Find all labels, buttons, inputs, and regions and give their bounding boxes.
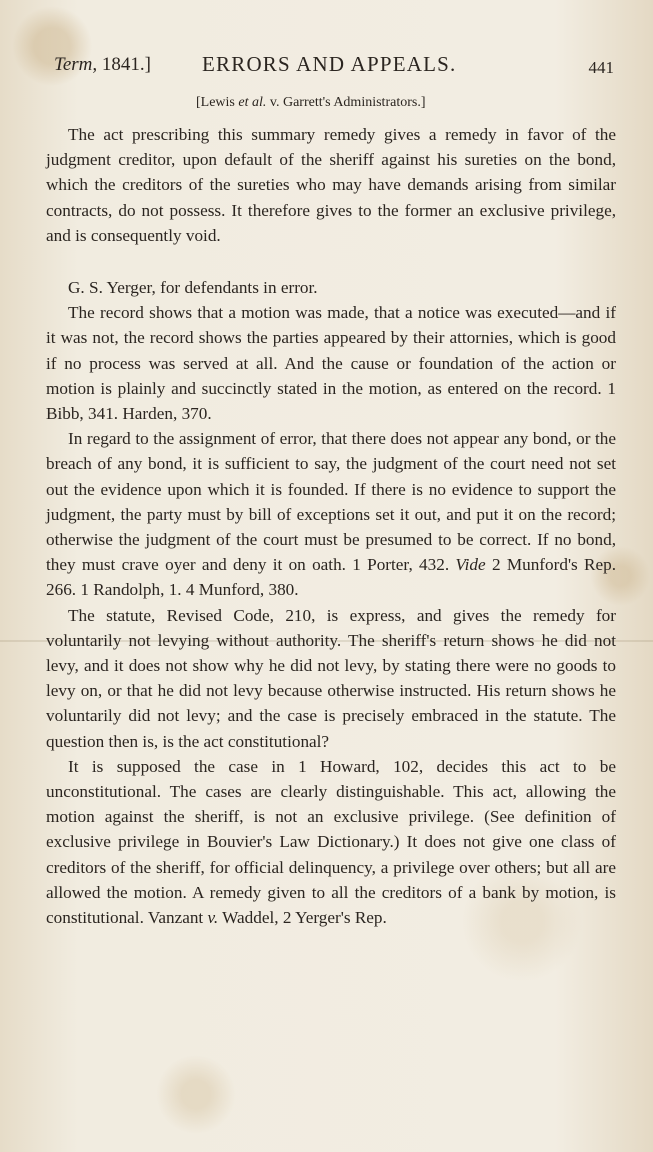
- header-term-word: Term,: [54, 54, 98, 75]
- running-header: [54, 52, 614, 82]
- header-title: ERRORS AND APPEALS.: [202, 52, 457, 76]
- paragraph-5: The statute, Revised Code, 210, is express, and gives the remedy for voluntarily not levying without authority. The sheriff's return shows he did not levy, and it does not show why he did not levy, by stating there were no goods to levy on, or that he did not levy because otherwise instructed. His return shows he voluntarily did not levy; and the case is precisely embraced in the statute. The question then is, is the act constitutional?: [46, 605, 616, 751]
- header-term: [54, 54, 151, 76]
- case-ref-v: v.: [266, 95, 283, 110]
- header-year: 1841.]: [101, 54, 151, 75]
- paragraph-4: [46, 426, 616, 602]
- paragraph-4-vide: Vide: [455, 555, 486, 575]
- paragraph-6: [46, 754, 616, 930]
- body-text: [46, 122, 616, 930]
- paragraph-counsel: G. S. Yerger, for defendants in error.: [68, 278, 318, 298]
- paragraph-4-part-b: 2 Munford's Rep. 266. 1 Randolph, 1. 4 Munford, 380.: [46, 555, 617, 600]
- paragraph-6-part-a: It is supposed the case in 1 Howard, 102, decides this act to be unconstitutional. The cases are clearly distinguishable. This act, allowing the motion against the sheriff, is not an exclusive privilege. (See definition of exclusive privilege in Bouvier's Law Dictionary.) It does not give one class of creditors of the sheriff, for official delinquency, a privilege over others; but all are allowed the motion. A remedy given to all the creditors of a bank by motion, is constitutional. Vanzant: [46, 756, 616, 928]
- paragraph-6-part-b: Waddel, 2 Yerger's Rep.: [218, 908, 387, 928]
- paragraph-3: The record shows that a motion was made, that a notice was executed—and if it was not, the record shows the parties appeared by their attornies, which is good if no process was served at all. And the cause or foundation of the action or motion is plainly and succinctly stated in the motion, as entered on the record. 1 Bibb, 341. Harden, 370.: [46, 303, 616, 424]
- case-reference: [196, 95, 425, 111]
- case-ref-open: [Lewis: [196, 95, 239, 110]
- case-ref-et-al: et al.: [238, 95, 267, 110]
- paragraph-1: The act prescribing this summary remedy gives a remedy in favor of the judgment creditor, upon default of the sheriff against his sureties on the bond, which the creditors of the sureties who may have demands arising from similar contracts, do not possess. It therefore gives to the former an exclusive privilege, and is consequently void.: [46, 125, 616, 245]
- paragraph-4-part-a: In regard to the assignment of error, that there does not appear any bond, or the breach of any bond, it is sufficient to say, the judgment of the court need not set out the evidence upon which it is founded. If there is no evidence to support the judgment, the party must by bill of exceptions set it out, and put it on the record; otherwise the judgment of the court must be presumed to be correct. If no bond, they must crave oyer and deny it on oath. 1 Porter, 432.: [46, 429, 616, 575]
- paragraph-6-v: v.: [207, 908, 219, 928]
- page-number: 441: [588, 58, 614, 77]
- case-ref-rest: Garrett's Administrators.]: [282, 95, 426, 110]
